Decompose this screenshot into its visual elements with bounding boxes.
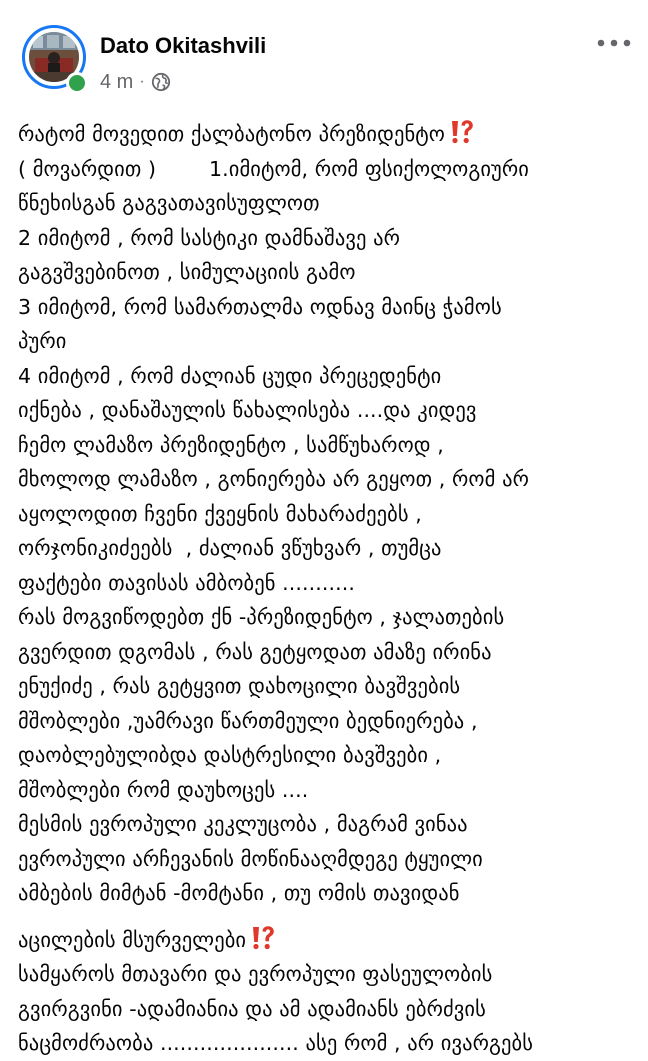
- post-line: ამბების მიმტან -მომტანი , თუ ომის თავიდან: [18, 881, 460, 905]
- post-line: იქნება , დანაშაულის წახალისება ....და კიდევ: [18, 398, 477, 422]
- post-line: პური: [18, 329, 67, 353]
- post-line: აყოლოდით ჩვენი ქვეყნის მახარაძეებს ,: [18, 501, 422, 526]
- post-line: ( მოვარდით ) 1.იმიტომ, რომ ფსიქოლოგიური: [18, 156, 529, 181]
- post-line: გვირგვინი -ადამიანია და ამ ადამიანს ებრძვის: [18, 996, 486, 1021]
- post-line: 3 იმიტომ, რომ სამართალმა ოდნავ მაინც ჭამოს: [18, 294, 502, 319]
- more-options-button[interactable]: [594, 30, 634, 56]
- post-line: დაობლებულიბდა დასტრესილი ბავშვები ,: [18, 743, 442, 767]
- post-header: [0, 0, 648, 110]
- post-line: [18, 117, 644, 152]
- post-line-text: აცილების მსურველები: [18, 927, 247, 952]
- post-meta: [100, 68, 171, 96]
- more-options-icon: [597, 39, 631, 47]
- exclamation-question-mark-icon: [449, 119, 475, 145]
- post-line: ევროპული არჩევანის მოწინააღმდეგე ტყუილი: [18, 846, 483, 871]
- meta-separator: ·: [139, 73, 145, 90]
- post-line: ნაცმოძრაობა ..................... ასე რომ , არ ივარგებს: [18, 1031, 534, 1055]
- globe-icon[interactable]: [151, 72, 171, 92]
- post-line: 2 იმიტომ , რომ სასტიკი დამნაშავე არ: [18, 225, 401, 250]
- post-line: გვერდით დგომას , რას გეტყოდათ ამაზე ირინა: [18, 639, 492, 664]
- post-line: მხოლოდ ლამაზო , გონიერება არ გეყოთ , რომ არ: [18, 467, 529, 491]
- exclamation-question-mark-icon: [250, 925, 276, 951]
- post-line: მშობლები რომ დაუხოცეს ....: [18, 777, 309, 802]
- post-line: ჩემო ლამაზო პრეზიდენტო , სამწუხაროდ ,: [18, 432, 444, 457]
- post-line-text: რატომ მოვედით ქალბატონო პრეზიდენტო: [18, 122, 445, 146]
- post-line: ენუქიძე , რას გეტყვით დახოცილი ბავშვების: [18, 674, 461, 698]
- post-line: მშობლები ,უამრავი წართმეული ბედნიერება ,: [18, 708, 478, 733]
- post-text: [18, 117, 644, 1061]
- post-line: 4 იმიტომ , რომ ძალიან ცუდი პრეცედენტი: [18, 363, 442, 388]
- post-line: რას მოგვიწოდებთ ქნ -პრეზიდენტო , ჯალათების: [18, 605, 505, 629]
- post-line: [18, 923, 644, 958]
- post-line: ფაქტები თავისას ამბობენ ...........: [18, 570, 355, 595]
- author-name[interactable]: Dato Okitashvili: [100, 33, 267, 58]
- post-time[interactable]: 4 m: [100, 70, 134, 93]
- online-status-dot: [66, 72, 88, 94]
- post-line: ორჯონიკიძეებს , ძალიან ვწუხვარ , თუმცა: [18, 536, 442, 560]
- post-line: მესმის ევროპული კეკლუცობა , მაგრამ ვინაა: [18, 812, 468, 836]
- post-line: გაგვშვებინოთ , სიმულაციის გამო: [18, 260, 356, 284]
- post-line: სამყაროს მთავარი და ევროპული ფასეულობის: [18, 962, 493, 986]
- post-line: წნეხისგან გაგვათავისუფლოთ: [18, 191, 320, 215]
